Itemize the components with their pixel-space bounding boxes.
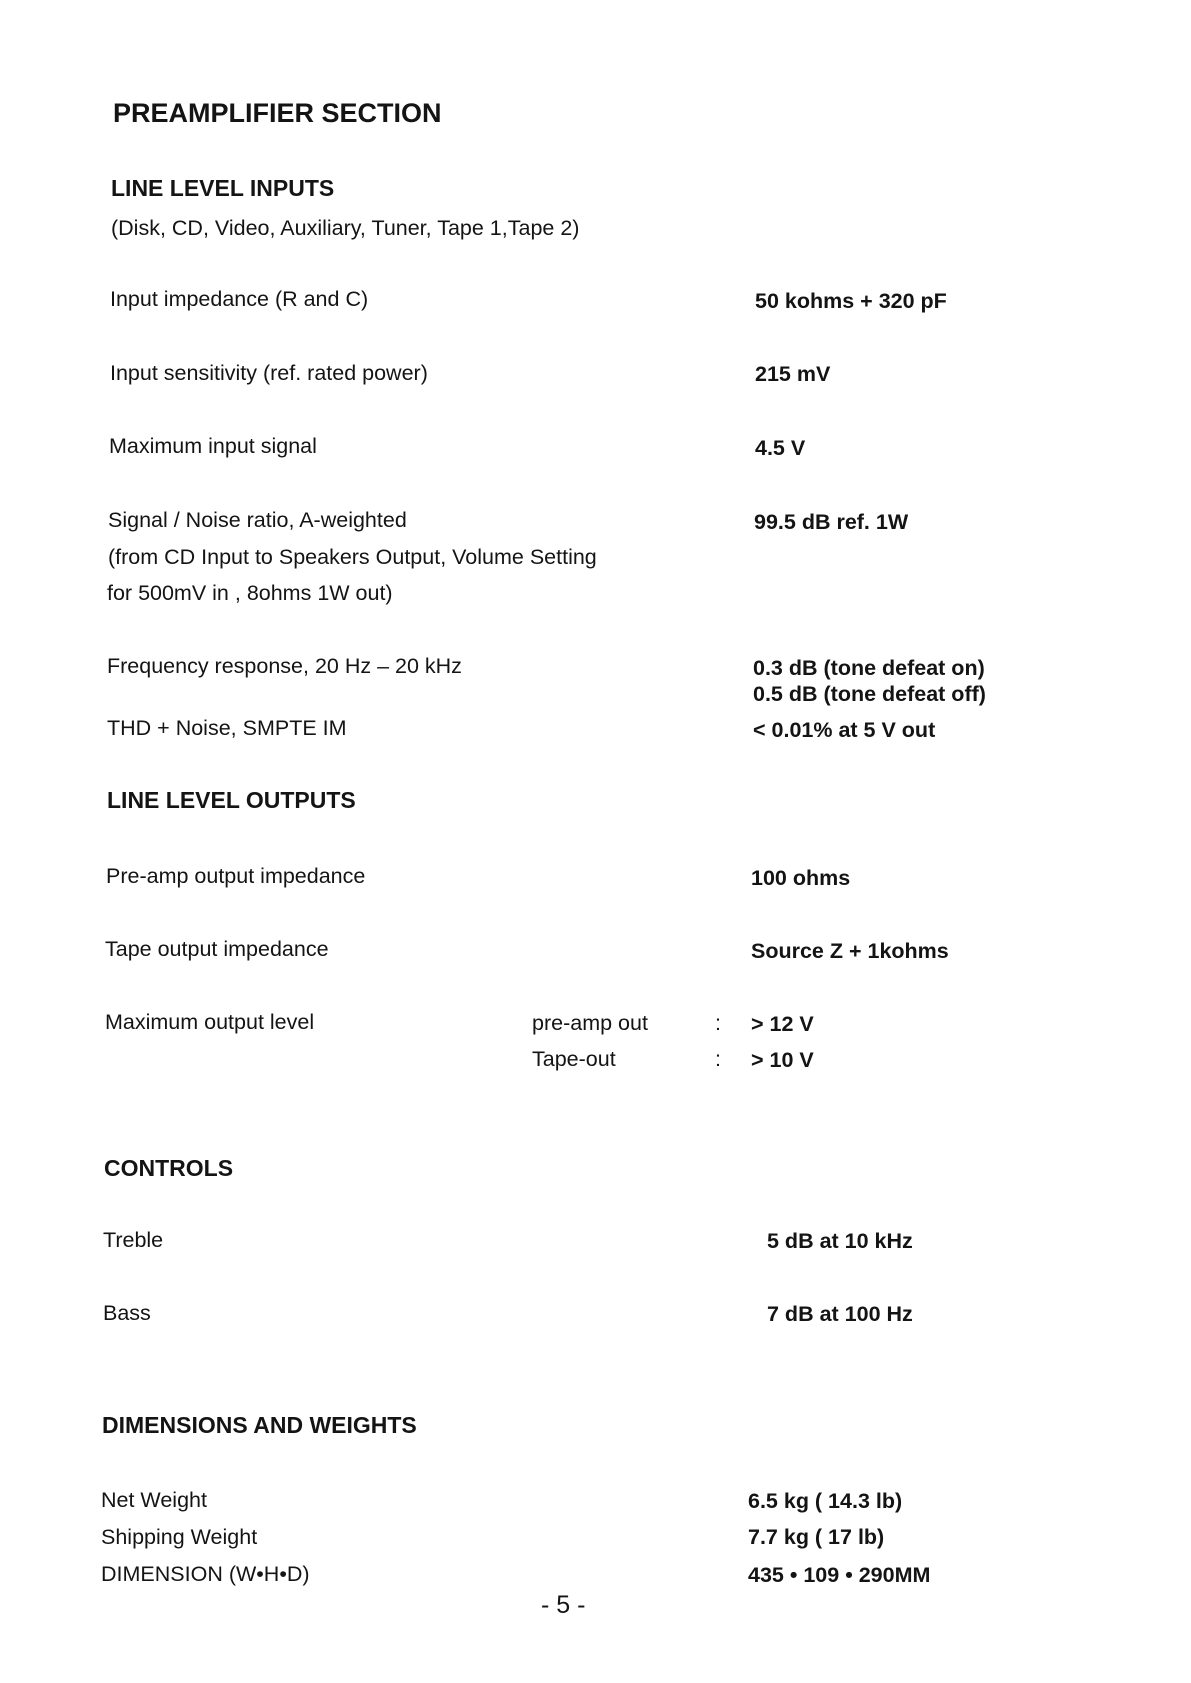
- spec-separator-tape-out: :: [715, 1047, 721, 1071]
- spec-label-tape-output-impedance: Tape output impedance: [105, 937, 329, 961]
- spec-label-shipping-weight: Shipping Weight: [101, 1525, 258, 1549]
- spec-label-input-impedance: Input impedance (R and C): [110, 287, 369, 311]
- spec-value-thd: < 0.01% at 5 V out: [753, 718, 936, 742]
- spec-value-net-weight: 6.5 kg ( 14.3 lb): [748, 1489, 903, 1513]
- spec-label-input-sensitivity: Input sensitivity (ref. rated power): [110, 361, 428, 385]
- spec-note-snr-1: (from CD Input to Speakers Output, Volume Setting: [108, 545, 597, 569]
- dimensions-heading: DIMENSIONS AND WEIGHTS: [102, 1412, 417, 1438]
- spec-value-tape-output-impedance: Source Z + 1kohms: [751, 939, 949, 963]
- spec-sublabel-preamp-out: pre-amp out: [532, 1011, 648, 1035]
- spec-value-frequency-response-off: 0.5 dB (tone defeat off): [753, 682, 986, 706]
- spec-label-max-output-level: Maximum output level: [105, 1010, 315, 1034]
- page-number: - 5 -: [541, 1591, 586, 1619]
- spec-value-max-input: 4.5 V: [755, 436, 806, 460]
- spec-label-max-input: Maximum input signal: [109, 434, 317, 458]
- line-inputs-heading: LINE LEVEL INPUTS: [111, 175, 335, 201]
- line-inputs-sources: (Disk, CD, Video, Auxiliary, Tuner, Tape 1,Tape 2): [111, 216, 580, 240]
- spec-label-treble: Treble: [103, 1228, 164, 1252]
- spec-label-thd: THD + Noise, SMPTE IM: [107, 716, 347, 740]
- spec-note-snr-2: for 500mV in , 8ohms 1W out): [107, 581, 393, 605]
- spec-value-tape-out: > 10 V: [751, 1048, 814, 1072]
- spec-label-snr: Signal / Noise ratio, A-weighted: [108, 508, 407, 532]
- spec-value-dimension: 435 • 109 • 290MM: [748, 1563, 931, 1587]
- page-title: PREAMPLIFIER SECTION: [113, 98, 442, 128]
- spec-value-frequency-response-on: 0.3 dB (tone defeat on): [753, 656, 985, 680]
- spec-label-preamp-output-impedance: Pre-amp output impedance: [106, 864, 366, 888]
- spec-value-preamp-output-impedance: 100 ohms: [751, 866, 851, 890]
- spec-value-preamp-out: > 12 V: [751, 1012, 814, 1036]
- spec-label-bass: Bass: [103, 1301, 151, 1325]
- spec-label-frequency-response: Frequency response, 20 Hz – 20 kHz: [107, 654, 462, 678]
- spec-value-bass: 7 dB at 100 Hz: [767, 1302, 913, 1326]
- spec-value-input-impedance: 50 kohms + 320 pF: [755, 289, 947, 313]
- spec-value-shipping-weight: 7.7 kg ( 17 lb): [748, 1525, 885, 1549]
- controls-heading: CONTROLS: [104, 1155, 234, 1181]
- line-outputs-heading: LINE LEVEL OUTPUTS: [107, 787, 356, 813]
- spec-label-dimension: DIMENSION (W•H•D): [101, 1562, 310, 1586]
- spec-separator-preamp-out: :: [715, 1011, 721, 1035]
- spec-sublabel-tape-out: Tape-out: [532, 1047, 616, 1071]
- spec-value-input-sensitivity: 215 mV: [755, 362, 831, 386]
- spec-value-treble: 5 dB at 10 kHz: [767, 1229, 913, 1253]
- spec-label-net-weight: Net Weight: [101, 1488, 207, 1512]
- spec-value-snr: 99.5 dB ref. 1W: [754, 510, 909, 534]
